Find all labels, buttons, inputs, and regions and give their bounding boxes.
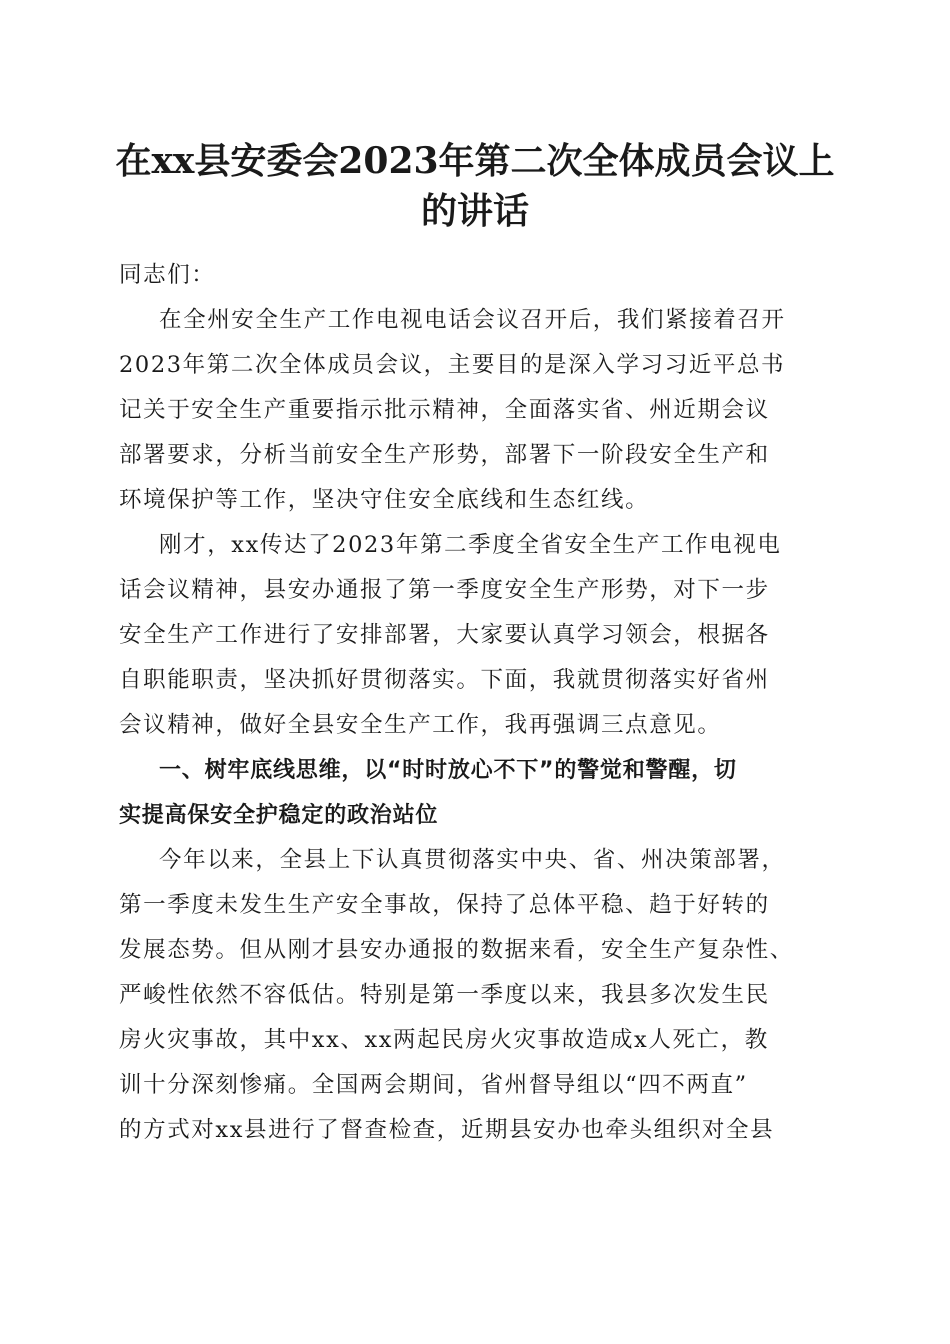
- text-line: 刚才，xx传达了2023年第二季度全省安全生产工作电视电: [159, 532, 782, 558]
- salutation: [119, 253, 831, 298]
- text-line: 自职能职责，坚决抓好贯彻落实。下面，我就贯彻落实好省州: [119, 667, 770, 693]
- paragraph-2: [119, 523, 831, 748]
- document-title: [100, 136, 850, 236]
- text-line: 发展态势。但从刚才县安办通报的数据来看，安全生产复杂性、: [119, 937, 794, 963]
- text-line: 房火灾事故，其中xx、xx两起民房火灾事故造成x人死亡，教: [119, 1027, 769, 1053]
- text-line: 2023年第二次全体成员会议，主要目的是深入学习习近平总书: [119, 352, 786, 378]
- text-line: 严峻性依然不容低估。特别是第一季度以来，我县多次发生民: [119, 982, 770, 1008]
- text-line: 话会议精神，县安办通报了第一季度安全生产形势，对下一步: [119, 577, 770, 603]
- text-line: 记关于安全生产重要指示批示精神，全面落实省、州近期会议: [119, 397, 770, 423]
- text-line: 的方式对xx县进行了督查检查，近期县安办也牵头组织对全县: [119, 1117, 775, 1143]
- text-line: 安全生产工作进行了安排部署，大家要认真学习领会，根据各: [119, 622, 770, 648]
- paragraph-1: [119, 298, 831, 523]
- text-line: 今年以来，全县上下认真贯彻落实中央、省、州决策部署，: [159, 847, 786, 873]
- text-line: 第一季度未发生生产安全事故，保持了总体平稳、趋于好转的: [119, 892, 770, 918]
- text-line: 在全州安全生产工作电视电话会议召开后，我们紧接着召开: [159, 307, 786, 333]
- section-heading-1: [119, 748, 831, 838]
- salutation-text: 同志们：: [119, 262, 216, 288]
- heading-line: 实提高保安全护稳定的政治站位: [119, 803, 439, 828]
- paragraph-3: [119, 838, 831, 1153]
- text-line: 训十分深刻惨痛。全国两会期间，省州督导组以“四不两直”: [119, 1072, 748, 1098]
- document-body: [119, 253, 831, 1153]
- title-line-1: 在xx县安委会2023年第二次全体成员会议上: [115, 140, 835, 182]
- text-line: 会议精神，做好全县安全生产工作，我再强调三点意见。: [119, 712, 722, 738]
- heading-line: 一、树牢底线思维，以“时时放心不下”的警觉和警醒，切: [159, 758, 737, 783]
- title-line-2: 的讲话: [420, 190, 529, 232]
- text-line: 环境保护等工作，坚决守住安全底线和生态红线。: [119, 487, 650, 513]
- text-line: 部署要求，分析当前安全生产形势，部署下一阶段安全生产和: [119, 442, 770, 468]
